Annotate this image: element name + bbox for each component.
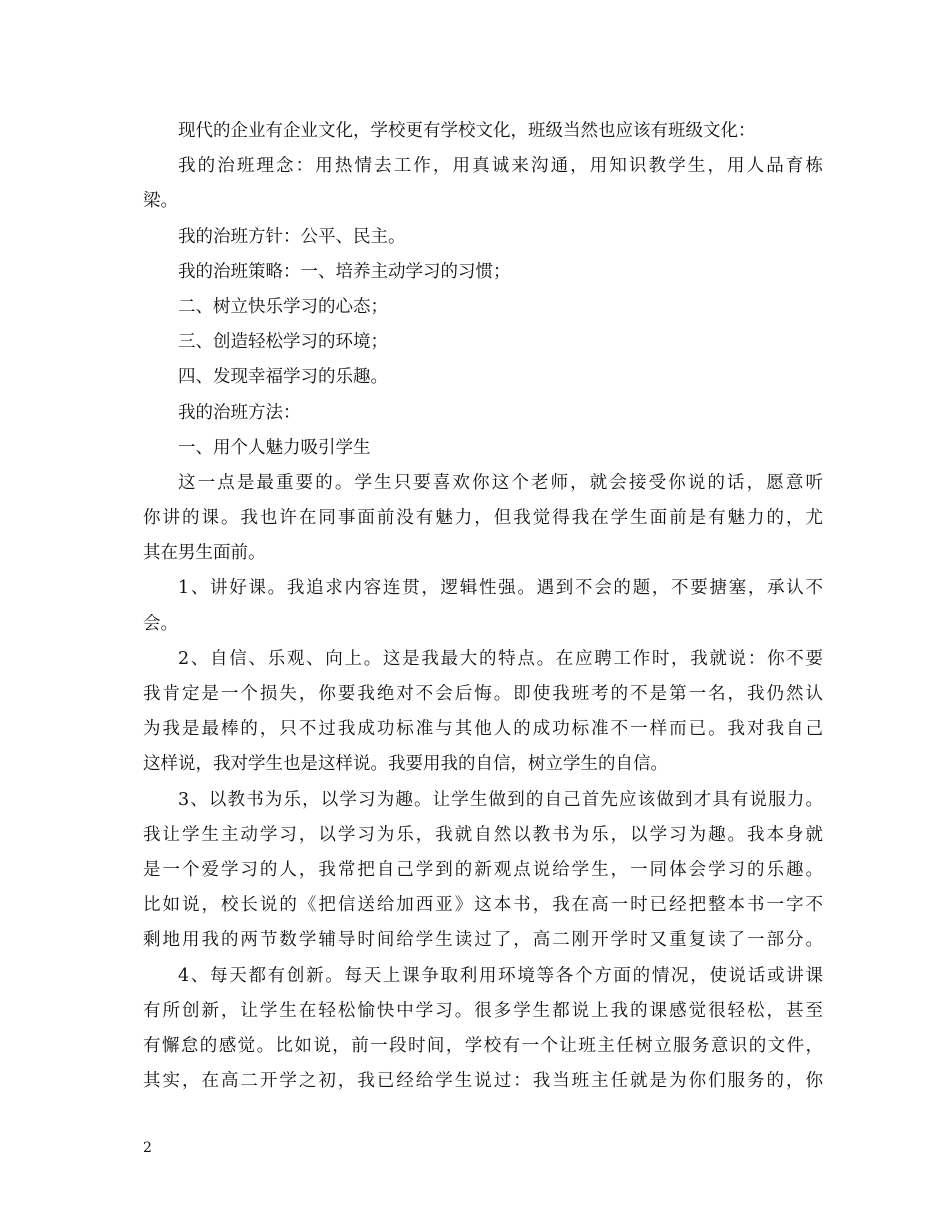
text-line: 比如说，校长说的《把信送给加西亚》这本书，我在高一时已经把整本书一字不 xyxy=(143,895,823,916)
text-line: 会。 xyxy=(143,613,178,634)
text-line: 是一个爱学习的人，我常把自己学到的新观点说给学生，一同体会学习的乐趣。 xyxy=(143,859,823,880)
text-line: 为我是最棒的，只不过我成功标准与其他人的成功标准不一样而已。我对我自己 xyxy=(143,719,823,740)
text-line: 其实，在高二开学之初，我已经给学生说过：我当班主任就是为你们服务的，你 xyxy=(143,1071,823,1092)
text-line: 我肯定是一个损失，你要我绝对不会后悔。即使我班考的不是第一名，我仍然认 xyxy=(143,684,823,704)
text-line: 一、用个人魅力吸引学生 xyxy=(178,437,371,458)
text-line: 二、树立快乐学习的心态； xyxy=(178,296,388,317)
text-line: 有所创新，让学生在轻松愉快中学习。很多学生都说上我的课感觉很轻松，甚至 xyxy=(143,1000,823,1021)
text-line: 我的治班策略：一、培养主动学习的习惯； xyxy=(178,261,511,282)
text-line: 我的治班理念：用热情去工作，用真诚来沟通，用知识教学生，用人品育栋 xyxy=(178,156,823,177)
text-line: 1、讲好课。我追求内容连贯，逻辑性强。遇到不会的题，不要搪塞，承认不 xyxy=(178,578,823,599)
text-line: 三、创造轻松学习的环境； xyxy=(178,332,388,353)
text-line: 3、以教书为乐，以学习为趣。让学生做到的自己首先应该做到才具有说服力。 xyxy=(178,789,823,810)
text-line: 4、每天都有创新。每天上课争取利用环境等各个方面的情况，使说话或讲课 xyxy=(178,965,823,986)
text-line: 2、自信、乐观、向上。这是我最大的特点。在应聘工作时，我就说：你不要 xyxy=(178,648,823,669)
text-line: 这样说，我对学生也是这样说。我要用我的自信，树立学生的自信。 xyxy=(143,754,668,775)
text-line: 剩地用我的两节数学辅导时间给学生读过了，高二刚开学时又重复读了一部分。 xyxy=(143,930,823,951)
text-line: 我让学生主动学习，以学习为乐，我就自然以教书为乐，以学习为趣。我本身就 xyxy=(143,824,823,845)
text-line: 我的治班方针：公平、民主。 xyxy=(178,226,406,247)
text-line: 你讲的课。我也许在同事面前没有魅力，但我觉得我在学生面前是有魅力的，尤 xyxy=(143,508,823,529)
page-number: 2 xyxy=(143,1140,152,1156)
text-line: 现代的企业有企业文化，学校更有学校文化，班级当然也应该有班级文化： xyxy=(178,121,756,141)
text-line: 这一点是最重要的。学生只要喜欢你这个老师，就会接受你说的话，愿意听 xyxy=(178,472,823,493)
text-line: 其在男生面前。 xyxy=(143,543,266,564)
text-line: 梁。 xyxy=(143,191,178,212)
text-line: 我的治班方法： xyxy=(178,402,301,423)
text-line: 有懈怠的感觉。比如说，前一段时间，学校有一个让班主任树立服务意识的文件， xyxy=(143,1035,823,1056)
text-line: 四、发现幸福学习的乐趣。 xyxy=(178,367,388,388)
document-body xyxy=(143,114,823,1099)
